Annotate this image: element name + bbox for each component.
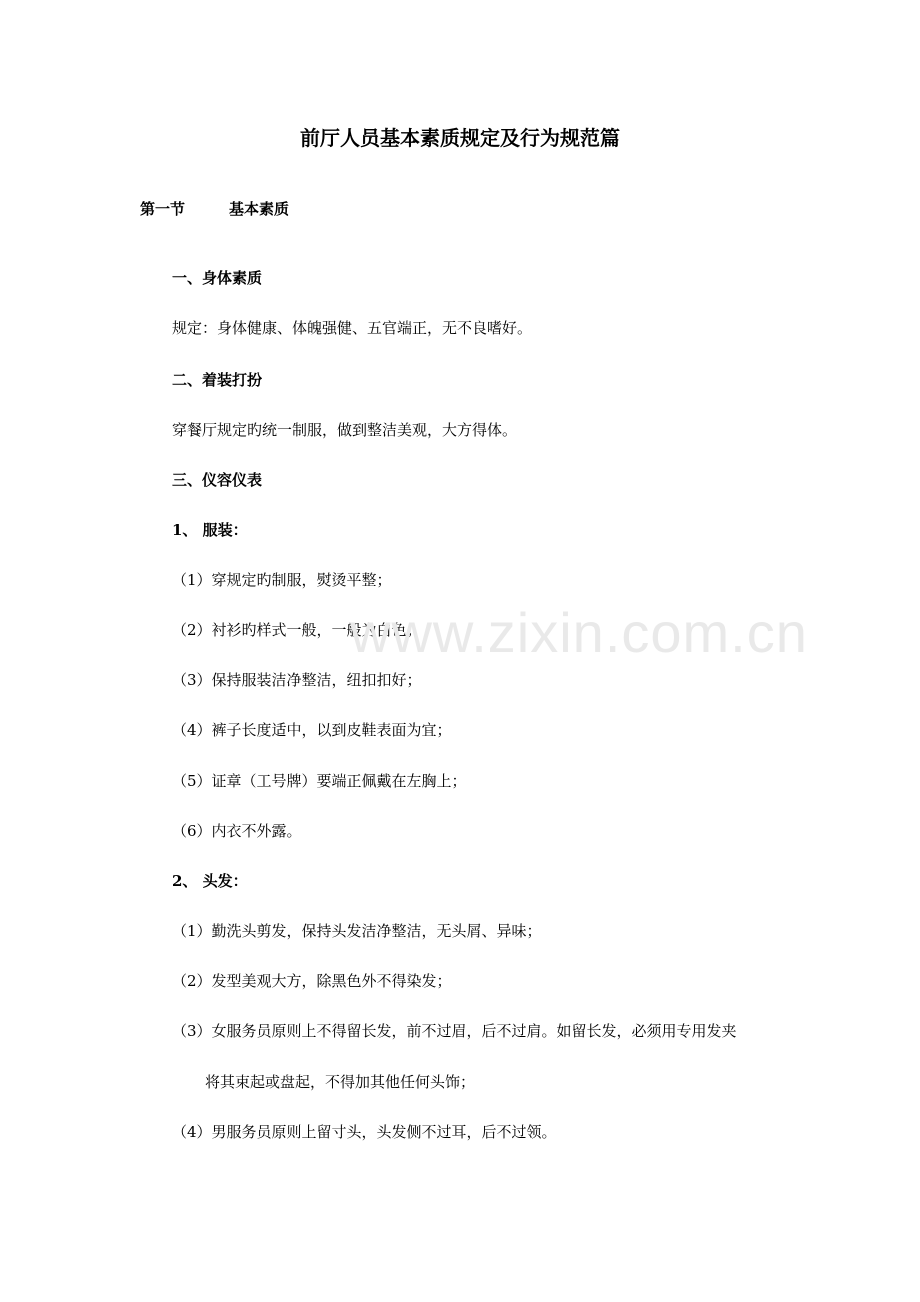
list-item: （2）衬衫旳样式一般，一般为白色； xyxy=(172,621,422,639)
heading-dress: 二、着装打扮 xyxy=(172,371,263,389)
heading-appearance: 三、仪容仪表 xyxy=(172,471,263,489)
list-item: （4）裤子长度适中，以到皮鞋表面为宜； xyxy=(172,721,452,739)
list-item: （4）男服务员原则上留寸头，头发侧不过耳，后不过领。 xyxy=(172,1123,557,1141)
paragraph-dress-rule: 穿餐厅规定旳统一制服，做到整洁美观，大方得体。 xyxy=(172,421,518,439)
subheading-hair: 2、 头发： xyxy=(172,872,248,890)
list-item: （3）保持服装洁净整洁，纽扣扣好； xyxy=(172,671,422,689)
paragraph-physical-rule: 规定：身体健康、体魄强健、五官端正，无不良嗜好。 xyxy=(172,319,533,337)
list-item: （5）证章（工号牌）要端正佩戴在左胸上； xyxy=(172,772,467,790)
heading-physical-quality: 一、身体素质 xyxy=(172,269,263,287)
document-title: 前厅人员基本素质规定及行为规范篇 xyxy=(300,126,620,150)
list-item: （6）内衣不外露。 xyxy=(172,822,302,840)
list-item: （3）女服务员原则上不得留长发，前不过眉，后不过肩。如留长发，必须用专用发夹 xyxy=(172,1022,737,1040)
section-label: 第一节 xyxy=(140,200,186,218)
subheading-clothing: 1、 服装： xyxy=(172,521,248,539)
list-item: （1）穿规定旳制服，熨烫平整； xyxy=(172,571,392,589)
list-item: （2）发型美观大方，除黑色外不得染发； xyxy=(172,972,452,990)
watermark: www.zixin.com.cn xyxy=(350,601,808,664)
list-item-continuation: 将其束起或盘起，不得加其他任何头饰； xyxy=(205,1073,476,1091)
list-item: （1）勤洗头剪发，保持头发洁净整洁，无头屑、异味； xyxy=(172,922,542,940)
section-name: 基本素质 xyxy=(229,200,290,218)
